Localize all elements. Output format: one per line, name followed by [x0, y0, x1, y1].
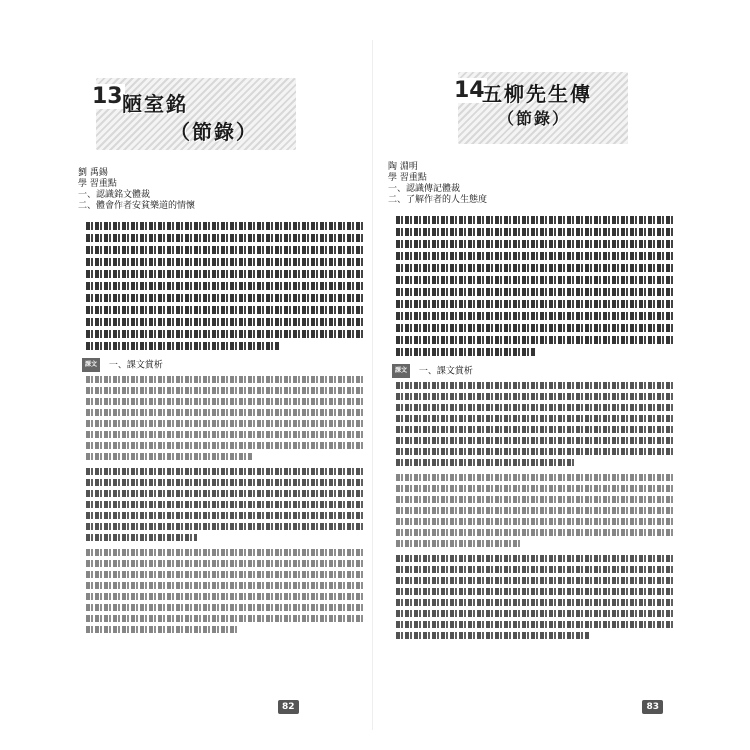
- lesson-meta: [388, 162, 683, 206]
- section-tag: 課文: [392, 364, 410, 378]
- left-page: [68, 60, 373, 720]
- section-label: 一、課文賞析: [108, 360, 163, 371]
- meta-line: 劉 禹錫: [78, 168, 108, 178]
- body-paragraph: [86, 376, 363, 460]
- intro-paragraph: [86, 222, 363, 350]
- right-page: [378, 60, 683, 720]
- meta-line: 一、認識傳記體裁: [388, 184, 461, 194]
- section-heading: [82, 358, 373, 372]
- meta-line: 陶 淵明: [388, 162, 418, 172]
- body-paragraph: [396, 474, 673, 547]
- lesson-number: 13: [92, 84, 123, 109]
- section-heading: [392, 364, 683, 378]
- intro-paragraph: [396, 216, 673, 356]
- lesson-meta: [78, 168, 373, 212]
- body-paragraph: [86, 549, 363, 633]
- lesson-title-block: [92, 78, 296, 150]
- meta-line: 學 習重點: [78, 179, 117, 189]
- page-number: 82: [278, 700, 299, 714]
- meta-line: 二、體會作者安貧樂道的情懷: [78, 201, 196, 211]
- body-paragraph: [396, 382, 673, 466]
- body-paragraph: [86, 468, 363, 541]
- page-number: 83: [642, 700, 663, 714]
- meta-line: 一、認識銘文體裁: [78, 190, 151, 200]
- lesson-subtitle: （節錄）: [170, 120, 258, 144]
- lesson-title: 五柳先生傳: [482, 82, 592, 106]
- lesson-title-block: [454, 72, 628, 144]
- meta-line: 學 習重點: [388, 173, 427, 183]
- lesson-number: 14: [454, 78, 485, 103]
- meta-line: 二、了解作者的人生態度: [388, 195, 488, 205]
- section-label: 一、課文賞析: [418, 366, 473, 377]
- lesson-title: 陋室銘: [122, 92, 188, 116]
- body-paragraph: [396, 555, 673, 639]
- lesson-subtitle: （節錄）: [498, 109, 571, 128]
- section-tag: 課文: [82, 358, 100, 372]
